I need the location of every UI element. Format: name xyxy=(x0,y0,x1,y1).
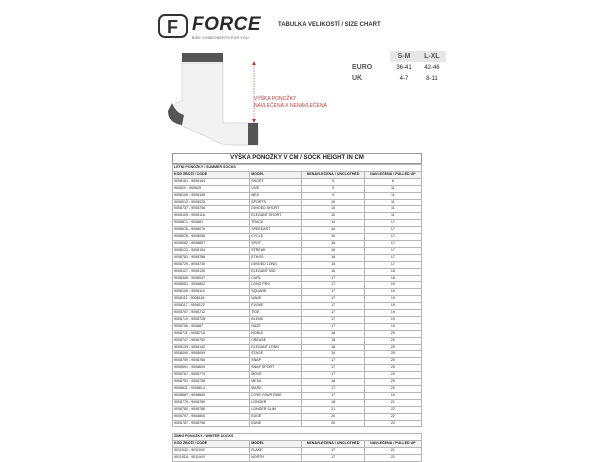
size-row-label: UK xyxy=(352,75,363,82)
pulled-up-cell: 19 xyxy=(364,282,421,289)
column-header: NENAVLEČENÁ / UNCLOTHED xyxy=(302,171,364,178)
model-cell: MES xyxy=(250,192,302,199)
model-cell: EDGE xyxy=(250,413,302,420)
table-row xyxy=(173,448,422,455)
size-value: 42-46 xyxy=(424,64,440,71)
unclothed-cell: 18 xyxy=(302,399,364,406)
table-row xyxy=(173,392,422,399)
pulled-up-cell: 20 xyxy=(364,386,421,393)
unclothed-cell: 16 xyxy=(302,247,364,254)
code-cell: 9008105 - 9008116 xyxy=(173,213,250,220)
model-cell: STAGE xyxy=(250,351,302,358)
unclothed-cell: 17 xyxy=(302,289,364,296)
code-cell: 9008737 - 9008746 xyxy=(173,206,250,213)
logo-emblem xyxy=(158,14,188,38)
code-cell: 9008767 - 9008774 xyxy=(173,372,250,379)
unclothed-cell: 17 xyxy=(302,372,364,379)
model-cell: ELEGANT SHORT xyxy=(250,213,302,220)
pulled-up-cell: 19 xyxy=(364,316,421,323)
pulled-up-cell: 22 xyxy=(364,406,421,413)
pulled-up-cell: 19 xyxy=(364,323,421,330)
pulled-up-cell: 20 xyxy=(364,344,421,351)
unclothed-cell: 17 xyxy=(302,316,364,323)
size-value: 36-41 xyxy=(396,64,412,71)
table-row xyxy=(173,268,422,275)
unclothed-cell: 17 xyxy=(302,386,364,393)
table-row xyxy=(173,351,422,358)
sock-toe xyxy=(248,123,258,145)
force-logo xyxy=(158,14,268,38)
code-cell: 9008751 - 9008758 xyxy=(173,379,250,386)
table-row xyxy=(173,344,422,351)
unclothed-cell: 10 xyxy=(302,206,364,213)
model-cell: LONGER SLIM xyxy=(250,406,302,413)
code-cell: 901194Z - 901194Y xyxy=(173,448,250,455)
code-cell: 9008161 - 9008164 xyxy=(173,178,250,185)
column-header: MODEL xyxy=(250,441,302,448)
model-cell: ETHOS xyxy=(250,254,302,261)
code-cell: 9008082 - 9008897 xyxy=(173,240,250,247)
pulled-up-cell: 11 xyxy=(364,199,421,206)
table-row xyxy=(173,406,422,413)
code-cell: 9008105 - 9008108 xyxy=(173,192,250,199)
code-cell: 9008787 - 9008796 xyxy=(173,420,250,427)
pulled-up-cell: 17 xyxy=(364,220,421,227)
pulled-up-cell: 11 xyxy=(364,192,421,199)
table-row xyxy=(173,330,422,337)
unclothed-cell: 17 xyxy=(302,365,364,372)
pulled-up-cell: 17 xyxy=(364,247,421,254)
model-cell: LONG PRO xyxy=(250,282,302,289)
table-header-row xyxy=(173,441,422,448)
section-label: ZIMNÍ PONOŽKY / WINTER SOCKS xyxy=(173,434,422,441)
model-cell: HAZE xyxy=(250,323,302,330)
table-row xyxy=(173,227,422,234)
brand-name: FORCE xyxy=(192,14,261,35)
pulled-up-cell: 19 xyxy=(364,289,421,296)
table-row xyxy=(173,420,422,427)
pulled-up-cell: 20 xyxy=(364,365,421,372)
table-row xyxy=(173,372,422,379)
unclothed-cell: 17 xyxy=(302,358,364,365)
model-cell: SQUARE xyxy=(250,289,302,296)
code-cell: 9008797 - 9008806 xyxy=(173,413,250,420)
table-row xyxy=(173,199,422,206)
unclothed-cell: 17 xyxy=(302,296,364,303)
pulled-up-cell: 21 xyxy=(364,448,421,455)
size-value: 8-11 xyxy=(426,75,438,82)
code-cell: 9008611 - 9008614 xyxy=(173,386,250,393)
code-cell: 9008076 - 9008076 xyxy=(173,227,250,234)
pulled-up-cell: 20 xyxy=(364,337,421,344)
table-row xyxy=(173,379,422,386)
logo-letter: F xyxy=(167,17,178,37)
unclothed-cell: 5 xyxy=(302,178,364,185)
table-row xyxy=(173,289,422,296)
code-cell: 9008729 - 9008736 xyxy=(173,261,250,268)
code-cell: 9008781 - 9008786 xyxy=(173,254,250,261)
code-cell: 9008756 - 900887 xyxy=(173,323,250,330)
pulled-up-cell: 17 xyxy=(364,227,421,234)
code-cell: 9008687 - 9008650 xyxy=(173,392,250,399)
model-cell: TRACE xyxy=(250,220,302,227)
pulled-up-cell: 20 xyxy=(364,358,421,365)
code-cell: 9008051 - 9008802 xyxy=(173,282,250,289)
model-cell: DIVIDED LONG xyxy=(250,261,302,268)
pulled-up-cell: 11 xyxy=(364,206,421,213)
pulled-up-cell: 17 xyxy=(364,254,421,261)
unclothed-cell: 9 xyxy=(302,185,364,192)
model-cell: STREAK xyxy=(250,247,302,254)
table-row xyxy=(173,399,422,406)
table-row xyxy=(173,316,422,323)
pulled-up-cell: 21 xyxy=(364,455,421,462)
unclothed-cell: 17 xyxy=(302,310,364,317)
pulled-up-cell: 20 xyxy=(364,379,421,386)
code-cell: 9008090 - 9008099 xyxy=(173,351,250,358)
table-row xyxy=(173,303,422,310)
model-cell: SPOT xyxy=(250,240,302,247)
code-cell: 9008759 - 9008766 xyxy=(173,358,250,365)
table-row xyxy=(173,261,422,268)
model-cell: NOBLE xyxy=(250,330,302,337)
pulled-up-cell: 18 xyxy=(364,275,421,282)
unclothed-cell: 20 xyxy=(302,413,364,420)
table-row xyxy=(173,206,422,213)
unclothed-cell: 16 xyxy=(302,240,364,247)
unclothed-cell: 17 xyxy=(302,455,364,462)
model-cell: FLAKE xyxy=(250,448,302,455)
code-cell: 9008871 - 900881 xyxy=(173,220,250,227)
unclothed-cell: 18 xyxy=(302,337,364,344)
unclothed-cell: 17 xyxy=(302,303,364,310)
code-cell: 901191A - 901194Y xyxy=(173,455,250,462)
code-cell: 9008123 - 9008154 xyxy=(173,247,250,254)
table-title: VÝŠKA PONOŽKY V CM / SOCK HEIGHT IN CM xyxy=(172,153,422,164)
table-row xyxy=(173,310,422,317)
model-cell: DUNE xyxy=(250,420,302,427)
table-row xyxy=(173,213,422,220)
section-heading xyxy=(173,165,422,172)
table-row xyxy=(173,413,422,420)
table-row xyxy=(173,254,422,261)
code-cell: 9008747 - 9008752 xyxy=(173,337,250,344)
code-cell: 9008591 - 9008609 xyxy=(173,365,250,372)
table-row xyxy=(173,358,422,365)
pulled-up-cell: 19 xyxy=(364,296,421,303)
model-cell: NORTH xyxy=(250,455,302,462)
code-cell: 9008707 - 9008712 xyxy=(173,310,250,317)
model-cell: LONGER xyxy=(250,399,302,406)
code-cell: 9008076 - 9008056 xyxy=(173,234,250,241)
table-row xyxy=(173,323,422,330)
column-header: MODEL xyxy=(250,171,302,178)
unclothed-cell: 18 xyxy=(302,379,364,386)
model-cell: SHORT xyxy=(250,178,302,185)
pulled-up-cell: 22 xyxy=(364,420,421,427)
unclothed-cell: 16 xyxy=(302,268,364,275)
code-cell: 9008012 - 9008025 xyxy=(173,199,250,206)
size-value: 4-7 xyxy=(399,75,409,82)
model-cell: CURL xyxy=(250,275,302,282)
pulled-up-cell: 17 xyxy=(364,240,421,247)
code-cell: 900820 - 900825 xyxy=(173,185,250,192)
table-row xyxy=(173,240,422,247)
winter-socks-table xyxy=(172,433,422,462)
table-row xyxy=(173,455,422,462)
code-cell: 9008779 - 9008780 xyxy=(173,399,250,406)
table-row xyxy=(173,220,422,227)
column-header: NAVLEČENÁ / PULLED UP xyxy=(364,171,421,178)
table-row xyxy=(173,185,422,192)
unclothed-cell: 21 xyxy=(302,406,364,413)
model-cell: ELEGANT LONG xyxy=(250,344,302,351)
code-cell: 9008710 - 9008728 xyxy=(173,316,250,323)
model-cell: CYCLE xyxy=(250,234,302,241)
model-cell: SNAP SPORT xyxy=(250,365,302,372)
model-cell: MARK xyxy=(250,386,302,393)
column-header: KÓD ZBOŽÍ / CODE xyxy=(173,441,250,448)
unclothed-cell: 17 xyxy=(302,323,364,330)
model-cell: ELEGANT MID xyxy=(250,268,302,275)
pulled-up-cell: 21 xyxy=(364,399,421,406)
size-chart xyxy=(350,51,446,89)
model-cell: SNAP xyxy=(250,358,302,365)
model-cell: SPORTS xyxy=(250,199,302,206)
pulled-up-cell: 6 xyxy=(364,178,421,185)
model-cell: MESA xyxy=(250,379,302,386)
table-row xyxy=(173,275,422,282)
pulled-up-cell: 18 xyxy=(364,268,421,275)
unclothed-cell: 17 xyxy=(302,282,364,289)
table-row xyxy=(173,282,422,289)
code-cell: 9008117 - 9008122 xyxy=(173,303,250,310)
unclothed-cell: 19 xyxy=(302,351,364,358)
model-cell: LOVE YOUR RIDE xyxy=(250,392,302,399)
brand-tagline: BIKE COMPONENTS FOR YOU xyxy=(192,36,249,40)
model-cell: TIDE xyxy=(250,310,302,317)
code-cell: 9008127 - 9008130 xyxy=(173,268,250,275)
sock-height-label: VÝŠKA PONOŽKY NAVLEČENÁ X NENAVLEČENÁ xyxy=(254,96,327,109)
model-cell: MOVE xyxy=(250,372,302,379)
table-row xyxy=(173,296,422,303)
unclothed-cell: 17 xyxy=(302,275,364,282)
size-header-sm: S-M xyxy=(390,51,418,62)
code-cell: 9008111 - 9008116 xyxy=(173,296,250,303)
size-row-label: EURO xyxy=(352,64,373,71)
model-cell: EVOKE xyxy=(250,303,302,310)
pulled-up-cell: 22 xyxy=(364,413,421,420)
unclothed-cell: 18 xyxy=(302,344,364,351)
pulled-up-cell: 20 xyxy=(364,330,421,337)
model-cell: BLEND xyxy=(250,316,302,323)
code-cell: 9008139 - 9008142 xyxy=(173,344,250,351)
code-cell: 9008711 - 9008718 xyxy=(173,330,250,337)
unclothed-cell: 16 xyxy=(302,261,364,268)
page-title: TABULKA VELIKOSTÍ / SIZE CHART xyxy=(278,22,381,28)
table-row xyxy=(173,234,422,241)
table-row xyxy=(173,192,422,199)
unclothed-cell: 10 xyxy=(302,213,364,220)
sock-height-table xyxy=(172,153,422,462)
pulled-up-cell: 20 xyxy=(364,372,421,379)
code-cell: 9008105 - 9008110 xyxy=(173,289,250,296)
pulled-up-cell: 11 xyxy=(364,213,421,220)
summer-socks-table xyxy=(172,164,422,427)
pulled-up-cell: 19 xyxy=(364,310,421,317)
unclothed-cell: 14 xyxy=(302,220,364,227)
code-cell: 9008780 - 9008786 xyxy=(173,406,250,413)
sock-cuff xyxy=(182,53,223,62)
pulled-up-cell: 19 xyxy=(364,303,421,310)
unclothed-cell: 16 xyxy=(302,227,364,234)
model-cell: SPEEDAST xyxy=(250,227,302,234)
size-header-lxl: L-XL xyxy=(418,51,446,62)
model-cell: CREASE xyxy=(250,337,302,344)
table-row xyxy=(173,365,422,372)
table-row xyxy=(173,178,422,185)
unclothed-cell: 16 xyxy=(302,234,364,241)
code-cell: 9008308 - 9008047 xyxy=(173,275,250,282)
unclothed-cell: 9 xyxy=(302,192,364,199)
unclothed-cell: 10 xyxy=(302,199,364,206)
model-cell: DIVIDED SHORT xyxy=(250,206,302,213)
model-cell: WAVE xyxy=(250,296,302,303)
section-label: LETNÍ PONOŽKY / SUMMER SOCKS xyxy=(173,165,422,172)
pulled-up-cell: 19 xyxy=(364,392,421,399)
unclothed-cell: 17 xyxy=(302,448,364,455)
unclothed-cell: 18 xyxy=(302,330,364,337)
pulled-up-cell: 17 xyxy=(364,261,421,268)
table-row xyxy=(173,247,422,254)
pulled-up-cell: 11 xyxy=(364,185,421,192)
column-header: NENAVLEČENÁ / UNCLOTHED xyxy=(302,441,364,448)
table-row xyxy=(173,337,422,344)
pulled-up-cell: 20 xyxy=(364,351,421,358)
unclothed-cell: 20 xyxy=(302,420,364,427)
unclothed-cell: 17 xyxy=(302,392,364,399)
unclothed-cell: 16 xyxy=(302,254,364,261)
table-row xyxy=(173,386,422,393)
pulled-up-cell: 17 xyxy=(364,234,421,241)
column-header: KÓD ZBOŽÍ / CODE xyxy=(173,171,250,178)
model-cell: VIVE xyxy=(250,185,302,192)
table-header-row xyxy=(173,171,422,178)
column-header: NAVLEČENÁ / PULLED UP xyxy=(364,441,421,448)
